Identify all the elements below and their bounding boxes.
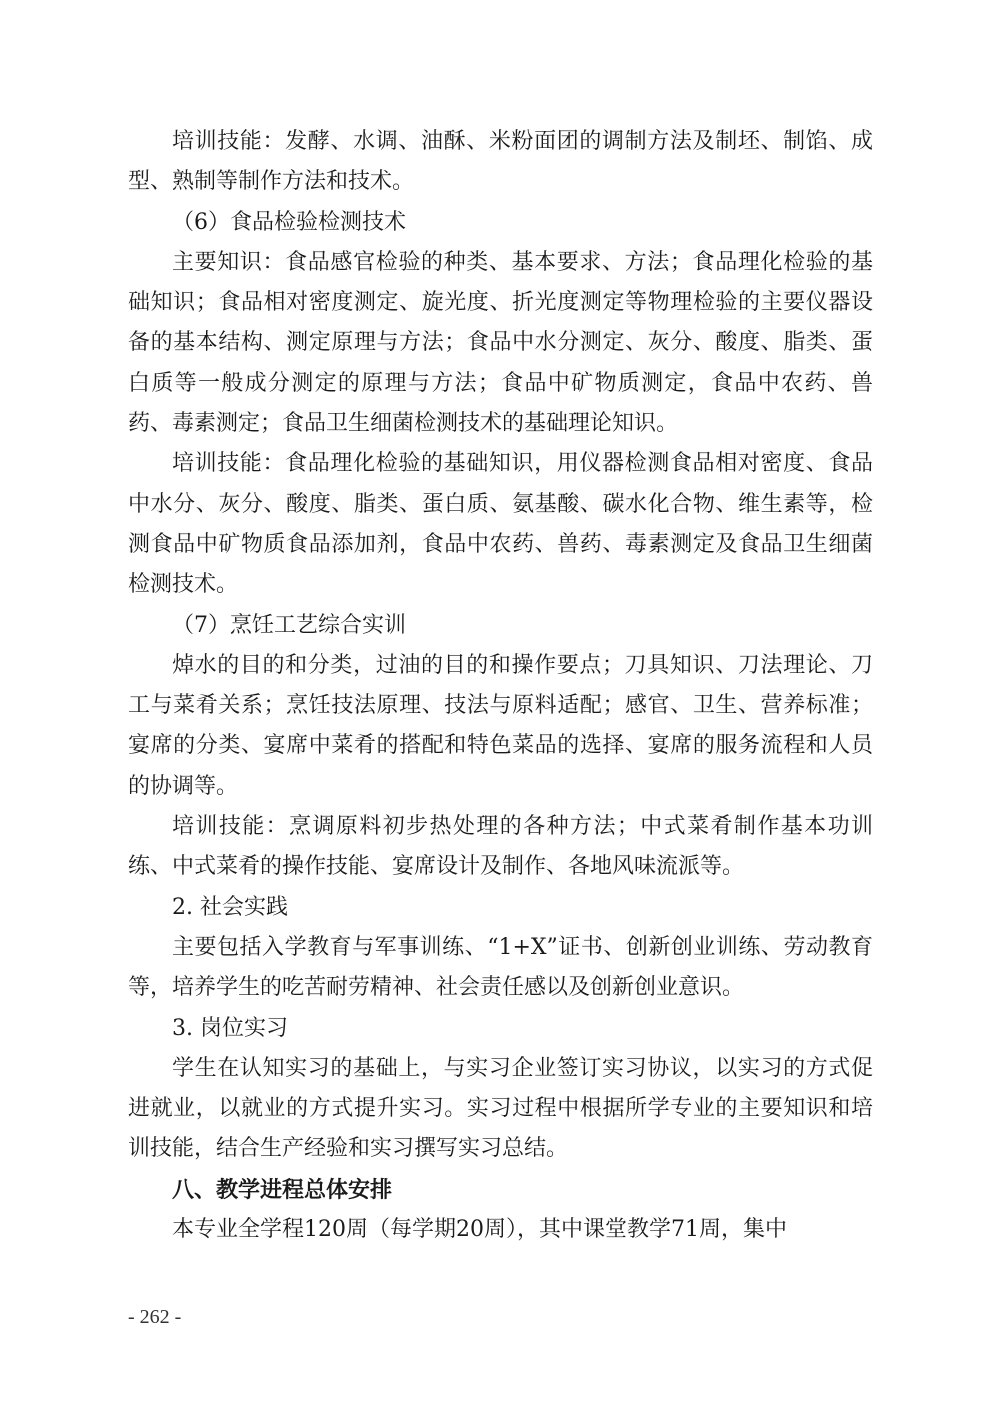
heading-social-practice: 2. 社会实践 — [172, 894, 288, 920]
paragraph-cooking-knowledge: 焯水的目的和分类，过油的目的和操作要点；刀具知识、刀法理论、刀工与菜肴关系；烹饪技法原理、技法与原料适配；感官、卫生、营养标准；宴席的分类、宴席中菜肴的搭配和特色菜品的选择、宴席的服务流程和人员的协调等。 — [128, 652, 873, 799]
heading-cooking-practice: （7）烹饪工艺综合实训 — [172, 612, 406, 638]
heading-food-inspection: （6）食品检验检测技术 — [172, 209, 406, 235]
section-heading-teaching-schedule: 八、教学进程总体安排 — [172, 1176, 393, 1203]
paragraph-teaching-schedule: 本专业全学程120周（每学期20周），其中课堂教学71周，集中 — [172, 1217, 787, 1243]
paragraph-training-skills-cooking: 培训技能：烹调原料初步热处理的各种方法；中式菜肴制作基本功训练、中式菜肴的操作技能、宴席设计及制作、各地风味流派等。 — [128, 814, 873, 880]
paragraph-internship: 学生在认知实习的基础上，与实习企业签订实习协议，以实习的方式促进就业，以就业的方式提升实习。实习过程中根据所学专业的主要知识和培训技能，结合生产经验和实习撰写实习总结。 — [128, 1055, 873, 1162]
document-body — [128, 122, 873, 1250]
paragraph-social-practice: 主要包括入学教育与军事训练、“1+X”证书、创新创业训练、劳动教育等，培养学生的吃苦耐劳精神、社会责任感以及创新创业意识。 — [128, 934, 873, 1001]
page-number: - 262 - — [128, 1306, 182, 1328]
paragraph-main-knowledge-inspection: 主要知识：食品感官检验的种类、基本要求、方法；食品理化检验的基础知识；食品相对密度测定、旋光度、折光度测定等物理检验的主要仪器设备的基本结构、测定原理与方法；食品中水分测定、灰分、酸度、脂类、蛋白质等一般成分测定的原理与方法；食品中矿物质测定，食品中农药、兽药、毒素测定；食品卫生细菌检测技术的基础理论知识。 — [128, 249, 873, 437]
heading-internship: 3. 岗位实习 — [172, 1015, 288, 1041]
paragraph-training-skills-pastry: 培训技能：发酵、水调、油酥、米粉面团的调制方法及制坯、制馅、成型、熟制等制作方法和技术。 — [128, 129, 873, 195]
paragraph-training-skills-inspection: 培训技能：食品理化检验的基础知识，用仪器检测食品相对密度、食品中水分、灰分、酸度、脂类、蛋白质、氨基酸、碳水化合物、维生素等，检测食品中矿物质食品添加剂，食品中农药、兽药、毒素测定及食品卫生细菌检测技术。 — [128, 451, 873, 598]
